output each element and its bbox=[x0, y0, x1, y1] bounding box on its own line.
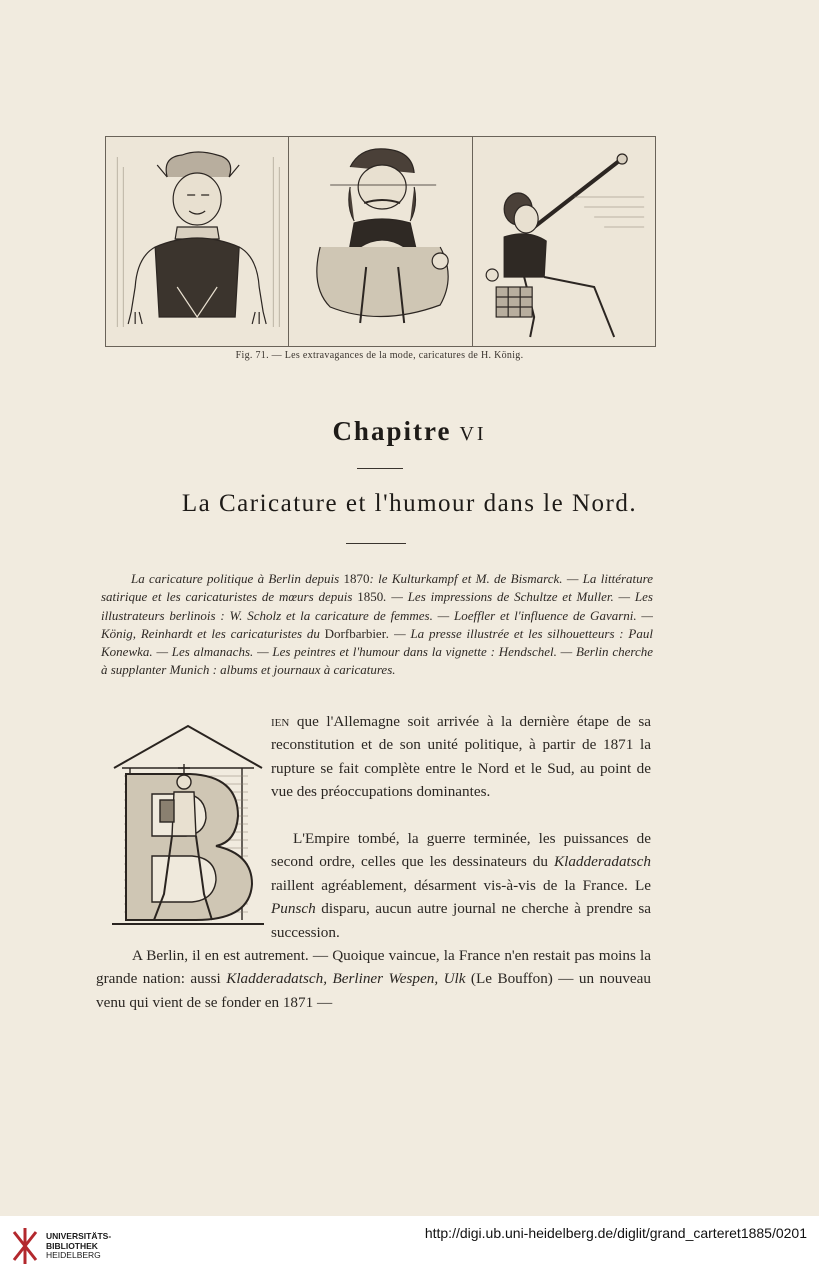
drop-cap-continuation: ien bbox=[271, 713, 290, 730]
figure-caption: Fig. 71. — Les extravagances de la mode, caricatures de H. König. bbox=[235, 350, 524, 361]
chapter-heading bbox=[0, 416, 819, 447]
paragraph-text: raillent agréablement, désarment vis-à-vis de la France. Le bbox=[271, 876, 651, 894]
journal-title: Kladderadatsch bbox=[553, 853, 651, 871]
library-name-line-3: HEIDELBERG bbox=[46, 1250, 101, 1260]
chapter-summary bbox=[101, 570, 653, 680]
summary-part: : le Kulturkampf et M. de Bismarck. — La littérature satirique et les caricaturistes de mœurs depuis bbox=[101, 571, 653, 605]
caricature-illustration-2 bbox=[289, 137, 471, 346]
summary-part: . — Les impressions de Schultze et Muller. — Les illustrateurs berlinois : W. Scholz et la caricature de femmes. — Loeffler et l'influence de Gavarni. — König, Reinhardt et les caricaturistes du bbox=[101, 589, 653, 641]
body-paragraph-2 bbox=[271, 827, 651, 944]
caricature-illustration-3 bbox=[473, 137, 655, 346]
chapter-word: Chapitre bbox=[332, 416, 452, 446]
paragraph-text: (Le Bouffon) — un nouveau venu qui vient de se fonder en 1871 — bbox=[96, 970, 651, 1011]
library-name-line-2: BIBLIOTHEK bbox=[46, 1240, 98, 1251]
library-name-line-1: UNIVERSITÄTS- bbox=[46, 1231, 112, 1241]
university-library-logo-icon[interactable] bbox=[10, 1224, 40, 1268]
chapter-title: La Caricature et l'humour dans le Nord. bbox=[181, 490, 638, 517]
paragraph-text: A Berlin, il en est autrement. — Quoique vaincue, la France n'en restait pas moins la grande nation: aussi bbox=[96, 947, 651, 988]
journal-titles: Kladderadatsch, Berliner Wespen, Ulk bbox=[226, 970, 466, 988]
caricature-figure bbox=[105, 136, 656, 347]
summary-year: 1850 bbox=[357, 589, 384, 605]
summary-year: 1870 bbox=[343, 571, 370, 586]
chapter-number: VI bbox=[459, 423, 487, 445]
summary-part: . — La presse illustrée et les silhouetteurs : Paul Konewka. — Les almanachs. — Les peintres et l'humour dans la vignette : Hendschel. — Berlin cherche à supplanter Munich : albums et journaux à caricatures. bbox=[101, 625, 653, 678]
body-paragraph-3 bbox=[96, 944, 651, 1014]
summary-upright-word: Dorfbarbier bbox=[324, 625, 387, 641]
summary-part: La caricature politique à Berlin depuis bbox=[131, 571, 344, 586]
caricature-panel-2 bbox=[289, 137, 472, 346]
paragraph-text: disparu, aucun autre journal ne cherche à prendre sa succession. bbox=[271, 900, 651, 941]
body-paragraph-1 bbox=[271, 710, 651, 804]
caricature-panel-3 bbox=[473, 137, 655, 346]
library-name[interactable] bbox=[46, 1232, 111, 1261]
journal-title: Punsch bbox=[271, 900, 316, 918]
drop-cap-b-illustration bbox=[112, 724, 264, 930]
divider-top bbox=[357, 468, 403, 469]
divider-bottom bbox=[346, 543, 406, 544]
caricature-illustration-1 bbox=[106, 137, 288, 346]
paragraph-text: L'Empire tombé, la guerre terminée, les puissances de second ordre, celles que les dessinateurs du bbox=[271, 830, 651, 871]
caricature-panel-1 bbox=[106, 137, 289, 346]
paragraph-text: que l'Allemagne soit arrivée à la dernière étape de sa reconstitution et de son unité politique, à partir de 1871 la rupture se fait complète entre le Nord et le Sud, au point de vue des préoccupations dominantes. bbox=[271, 713, 651, 801]
page-url-link[interactable]: http://digi.ub.uni-heidelberg.de/diglit/grand_carteret1885/0201 bbox=[424, 1225, 807, 1241]
